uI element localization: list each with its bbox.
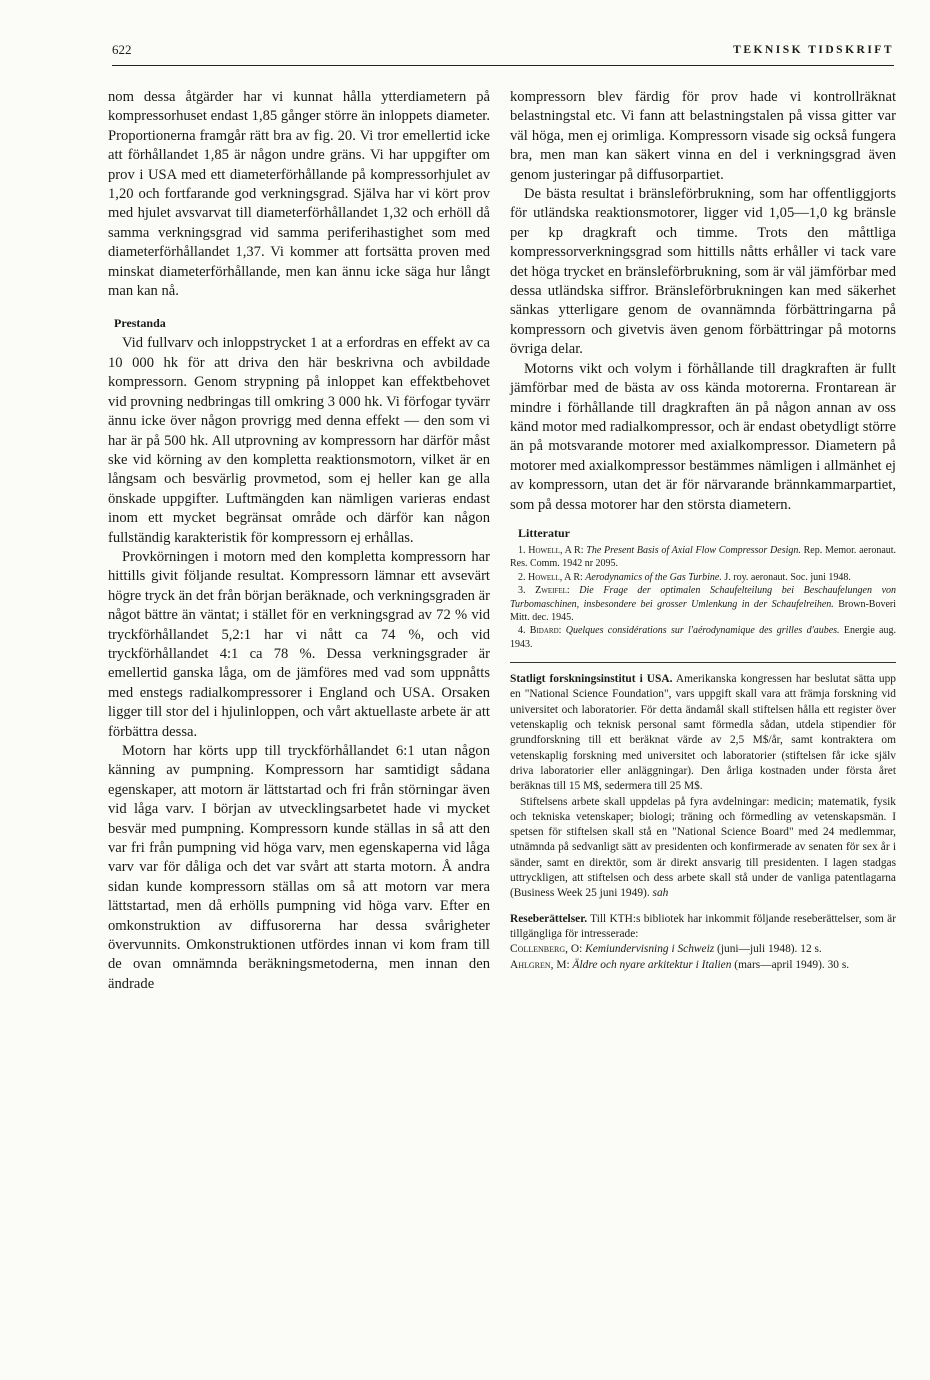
reference-item: 1. Howell, A R: The Present Basis of Axial Flow Compressor Design. Rep. Memor. aeronaut. Res. Comm. 1942 nr 2095. — [510, 544, 897, 570]
paragraph: kompressorn blev färdig för prov hade vi kontrollräknat belastningstal etc. Vi fann att belastningstalen på vissa gitter var väl höga, men ej orimliga. Kompressorn visade sig också fungera bra, men man kan säkert vinna en del i verkningsgrad även genom justeringar på diffusorpartiet. — [510, 89, 896, 183]
paragraph: nom dessa åtgärder har vi kunnat hålla ytterdiametern på kompressorhuset endast 1,85 gånger större än inloppets diameter. Proportionerna framgår rätt bra av fig. 20. Vi tror emellertid icke att förhållandet 1,85 är någon undre gräns. Vi har uppgifter om prov i USA med ett diameterförhållande på kompressorhjulet av 1,20 och fortfarande god verkningsgrad. Själva har vi kört prov med hjulet avsvarvat till diameterförhållandet 1,32 och erhöll då samma verkningsgrad vid samma periferihastighet som med diameterförhållandet 1,37. Vi kommer att fortsätta proven med minskat diameterförhållande, men kan ännu icke säga hur långt man kan nå. — [108, 89, 490, 300]
paragraph: Vid fullvarv och inloppstrycket 1 at a erfordras en effekt av ca 10 000 hk för att driva den här beskrivna och avbildade kompressorn. Genom strypning på inloppet kan effektbehovet vid provning nedbringas till omkring 3 000 hk. Vi förfogar tyvärr ännu icke över någon provrigg med denna effekt — den som vi har är på 500 hk. All utprovning av kompressorn har därför måst ske vid körning av den kompletta reaktionsmotorn, vilket är en långsam och besvärlig provmetod, som ej heller kan ge alla önskade uppgifter. Luftmängden kan nämligen varieras endast inom ett mycket begränsat område och därför kan någon fullständig karakteristik för kompressorn ej erhållas. — [108, 335, 490, 546]
section-divider — [510, 662, 896, 663]
notice-science-foundation — [510, 672, 896, 901]
notice-title: Reseberättelser. — [510, 912, 588, 925]
author-signature: sah — [652, 887, 669, 900]
page-header — [112, 42, 894, 66]
notice-paragraph: Statligt forskningsinstitut i USA. Amerikanska kongressen har beslutat sätta upp en "National Science Foundation", vars uppgift skall vara att främja forskning vid universitet och laboratorier. För detta ändamål skall stiftelsen hålla ett register över vetenskaplig och teknisk personal samt förmedla sådan, utdela stipendier för grundforskning till ett beräknat värde av 2,5 M$/år, samt kontraktera om vetenskaplig forskning med universitet och laboratorier (stiftelsen får icke själv driva laboratorier eller anläggningar). Den årliga kostnaden under första året beräknas till 15 M$, sedermera till 25 M$. — [510, 673, 896, 793]
page-number: 622 — [112, 42, 132, 57]
list-item: Ahlgren, M: Äldre och nyare arkitektur i Italien (mars—april 1949). 30 s. — [510, 958, 850, 971]
paragraph: Provkörningen i motorn med den kompletta kompressorn har hittills givit följande resultat. Kompressorn lämnar ett avsevärt högre tryck än det från början beräknade, och verkningsgraden är något bättre än väntat; i stället för en verkningsgrad av 72 % vid tryckförhållandet 5,2:1 har vi nått ca 74 %, och vid tryckförhållandet 4:1 ca 78 %. Dessa verkningsgrader är emellertid ganska låga, om de jämföres med vad som uppnåtts med enstegs radialkompressorer i England och USA. Orsaken ligger till stor del i hjulinloppen, och vårt aktuellaste arbete är att förbättra dessa. — [108, 548, 490, 740]
literature-heading: Litteratur — [518, 525, 570, 540]
notice-paragraph: Reseberättelser. Till KTH:s bibliotek har inkommit följande reseberättelser, som är tillgängliga för intresserade: — [510, 912, 896, 940]
right-column — [510, 88, 896, 973]
notice-paragraph: Stiftelsens arbete skall uppdelas på fyra avdelningar: medicin; matematik, fysik och tekniska vetenskaper; biologi; träning och förmedling av vetenskapsmän. I spetsen för stiftelsen skall stå en "National Science Board" med 24 medlemmar, utnämnda på sedvanligt sätt av presidenten och konfirmerade av senaten för sex år i sänder, samt en direktör, som är direkt ansvarig till presidenten. I lagen stadgas uttryckligen, att stiftelsen och dess arbete skall stå under de vanliga patentlagarna (Business Week 25 juni 1949). sah — [510, 795, 896, 900]
reference-item: 3. Zweifel: Die Frage der optimalen Schaufelteilung bei Beschaufelungen von Turbomaschinen, insbesondere bei grosser Umlenkung in der Schaufelreihen. Brown-Boveri Mitt. dec. 1945. — [510, 585, 897, 623]
notice-title: Statligt forskningsinstitut i USA. — [510, 673, 673, 686]
section-heading: Prestanda — [114, 316, 166, 331]
left-column — [108, 88, 490, 994]
paragraph: Motorns vikt och volym i förhållande till dragkraften är fullt jämförbar med de bästa av oss kända motorerna. Frontarean är mindre i förhållande till dragkraften än på någon annan av oss känd motor med radialkompressor, och är endast obetydligt större än på motsvarande motorer med axialkompressor. Diametern på motorer med axialkompressor bestämmes nämligen i allmänhet ej av kompressorn, utan det är för närvarande brännkammarpartiet, som på dessa motorer har den största diametern. — [510, 360, 896, 513]
reference-item: 2. Howell, A R: Aerodynamics of the Gas Turbine. J. roy. aeronaut. Soc. juni 1948. — [518, 571, 851, 583]
journal-title: TEKNISK TIDSKRIFT — [733, 44, 894, 56]
notice-travel-reports — [510, 912, 896, 973]
list-item: Collenberg, O: Kemiundervisning i Schweiz (juni—juli 1948). 12 s. — [510, 943, 822, 956]
paragraph: De bästa resultat i bränsleförbrukning, som har offentliggjorts för utländska reaktionsmotorer, ligger vid 1,05—1,0 kg bränsle per kp dragkraft och timme. Trots den måttliga kompressorverkningsgrad som hittills nåtts erhåller vi tack vare det höga trycket en bränsleförbrukning, som är väl jämförbar med dessa utländska siffror. Bränsleförbrukningen kan med säkerhet sänkas ytterligare genom de ovannämnda förbättringarna på kompressorn och givetvis även genom förbättringar på motorns övriga delar. — [510, 186, 896, 358]
reference-list — [510, 544, 896, 651]
paragraph: Motorn har körts upp till tryckförhållandet 6:1 utan någon känning av pumpning. Kompressorn har samtidigt sådana egenskaper, att motorn är lättstartad och fri från störningar även vid låga varv. I början av utvecklingsarbetet hade vi mycket besvär med pumpning. Kompressorn kunde ställas in så att den var fri från pumpning vid höga varv, men egenskaperna vid låga varv var för dåliga och det var svårt att starta motorn. Å andra sidan kunde kompressorn ställas om så att motorn var mera lättstartad, men då erhölls pumpning vid höga varv. Efter en omkonstruktion av diffusorerna har dessa svårigheter övervunnits. Omkonstruktionen utfördes innan vi kom fram till de ovan omnämnda beräkningsmetoderna, men innan den ändrade — [108, 743, 490, 992]
reference-item: 4. Bidard: Quelques considérations sur l'aérodynamique des grilles d'aubes. Energie aug. 1943. — [510, 625, 896, 650]
